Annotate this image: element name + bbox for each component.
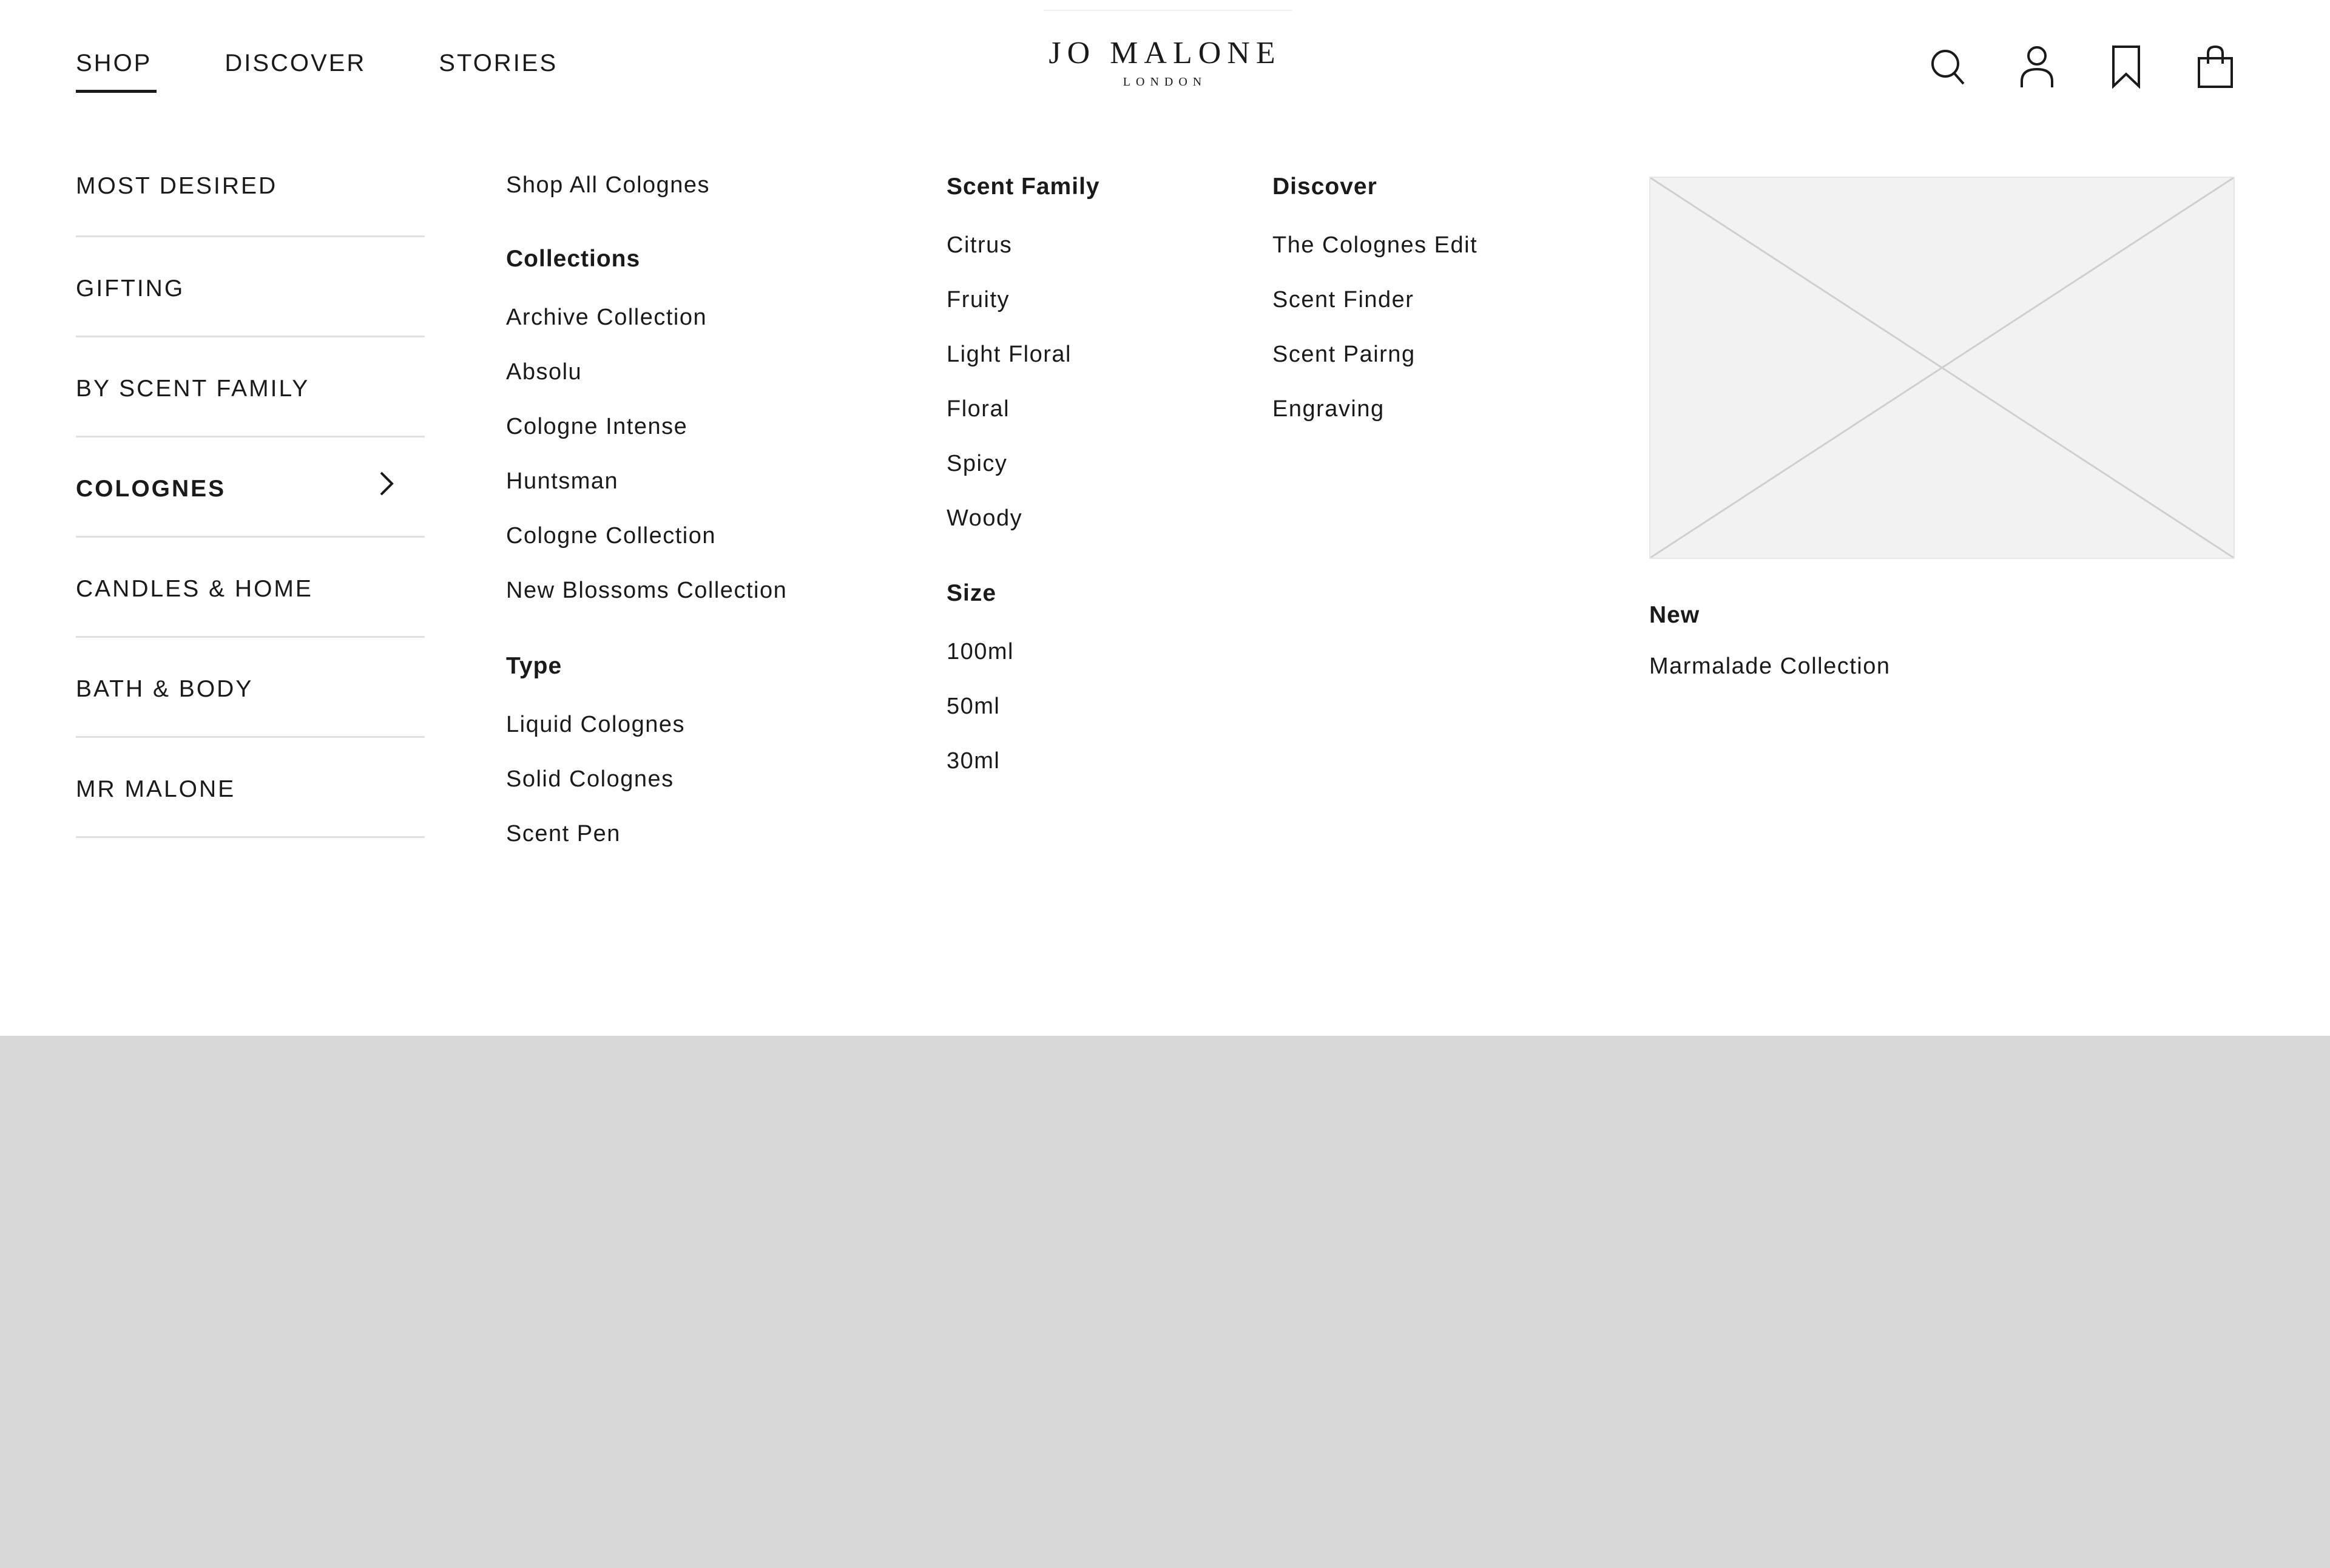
shop-all-colognes-link[interactable]: Shop All Colognes [506, 172, 711, 198]
link-woody[interactable]: Woody [947, 505, 1023, 531]
logo-top-rule [1044, 10, 1292, 11]
nav-stories[interactable]: STORIES [439, 50, 558, 76]
promo-link-marmalade[interactable]: Marmalade Collection [1649, 654, 1891, 679]
category-gifting[interactable]: GIFTING [76, 237, 425, 337]
category-candles-home[interactable]: CANDLES & HOME [76, 538, 425, 638]
link-fruity[interactable]: Fruity [947, 287, 1010, 313]
search-icon [1930, 47, 1966, 86]
link-scent-pairing[interactable]: Scent Pairng [1272, 342, 1416, 367]
link-30ml[interactable]: 30ml [947, 748, 1001, 774]
size-group [947, 578, 1100, 776]
search-button[interactable] [1926, 44, 1969, 90]
link-light-floral[interactable]: Light Floral [947, 342, 1072, 367]
bag-icon [2197, 45, 2234, 89]
link-solid-colognes[interactable]: Solid Colognes [506, 766, 674, 792]
link-100ml[interactable]: 100ml [947, 639, 1014, 664]
link-cologne-intense[interactable]: Cologne Intense [506, 414, 688, 439]
link-floral[interactable]: Floral [947, 396, 1010, 422]
promo-heading: New [1649, 602, 1700, 628]
logo-wordmark: JO MALONE [1048, 36, 1282, 70]
link-huntsman[interactable]: Huntsman [506, 468, 619, 494]
category-colognes[interactable] [76, 438, 425, 538]
account-icon [2020, 45, 2054, 89]
link-citrus[interactable]: Citrus [947, 232, 1013, 258]
type-group [506, 651, 787, 849]
link-colognes-edit[interactable]: The Colognes Edit [1272, 232, 1478, 258]
category-colognes-label: COLOGNES [76, 476, 226, 502]
discover-heading: Discover [1272, 174, 1377, 200]
colognes-column-2 [947, 172, 1100, 776]
wishlist-button[interactable] [2105, 44, 2147, 90]
collections-group [506, 244, 787, 606]
nav-discover[interactable]: DISCOVER [225, 50, 366, 76]
collections-heading: Collections [506, 246, 641, 272]
nav-shop[interactable]: SHOP [76, 50, 152, 76]
link-new-blossoms-collection[interactable]: New Blossoms Collection [506, 578, 788, 603]
link-absolu[interactable]: Absolu [506, 359, 582, 385]
brand-logo[interactable] [1032, 35, 1298, 90]
type-heading: Type [506, 653, 562, 679]
logo-subline: LONDON [1123, 75, 1207, 89]
category-list [76, 138, 425, 838]
category-by-scent-family[interactable]: BY SCENT FAMILY [76, 337, 425, 438]
image-placeholder-icon [1650, 178, 2234, 558]
category-mr-malone[interactable]: MR MALONE [76, 738, 425, 838]
size-heading: Size [947, 580, 997, 606]
bag-button[interactable] [2194, 44, 2237, 90]
link-cologne-collection[interactable]: Cologne Collection [506, 523, 716, 549]
header-actions [1926, 44, 2237, 90]
category-bath-body[interactable]: BATH & BODY [76, 638, 425, 738]
link-engraving[interactable]: Engraving [1272, 396, 1385, 422]
primary-nav [76, 49, 630, 78]
promo-block [1649, 177, 2235, 681]
link-scent-finder[interactable]: Scent Finder [1272, 287, 1414, 313]
colognes-column-3 [1272, 172, 1477, 424]
link-scent-pen[interactable]: Scent Pen [506, 821, 621, 847]
chevron-right-icon [379, 470, 394, 503]
link-archive-collection[interactable]: Archive Collection [506, 305, 707, 330]
category-most-desired[interactable]: MOST DESIRED [76, 138, 425, 237]
scent-family-heading: Scent Family [947, 174, 1100, 200]
link-spicy[interactable]: Spicy [947, 451, 1008, 476]
link-50ml[interactable]: 50ml [947, 694, 1001, 719]
bookmark-icon [2111, 45, 2141, 89]
promo-image-placeholder[interactable] [1649, 177, 2235, 559]
link-liquid-colognes[interactable]: Liquid Colognes [506, 712, 686, 737]
account-button[interactable] [2016, 44, 2058, 90]
colognes-column-1 [506, 170, 787, 849]
scent-family-group [947, 172, 1100, 533]
